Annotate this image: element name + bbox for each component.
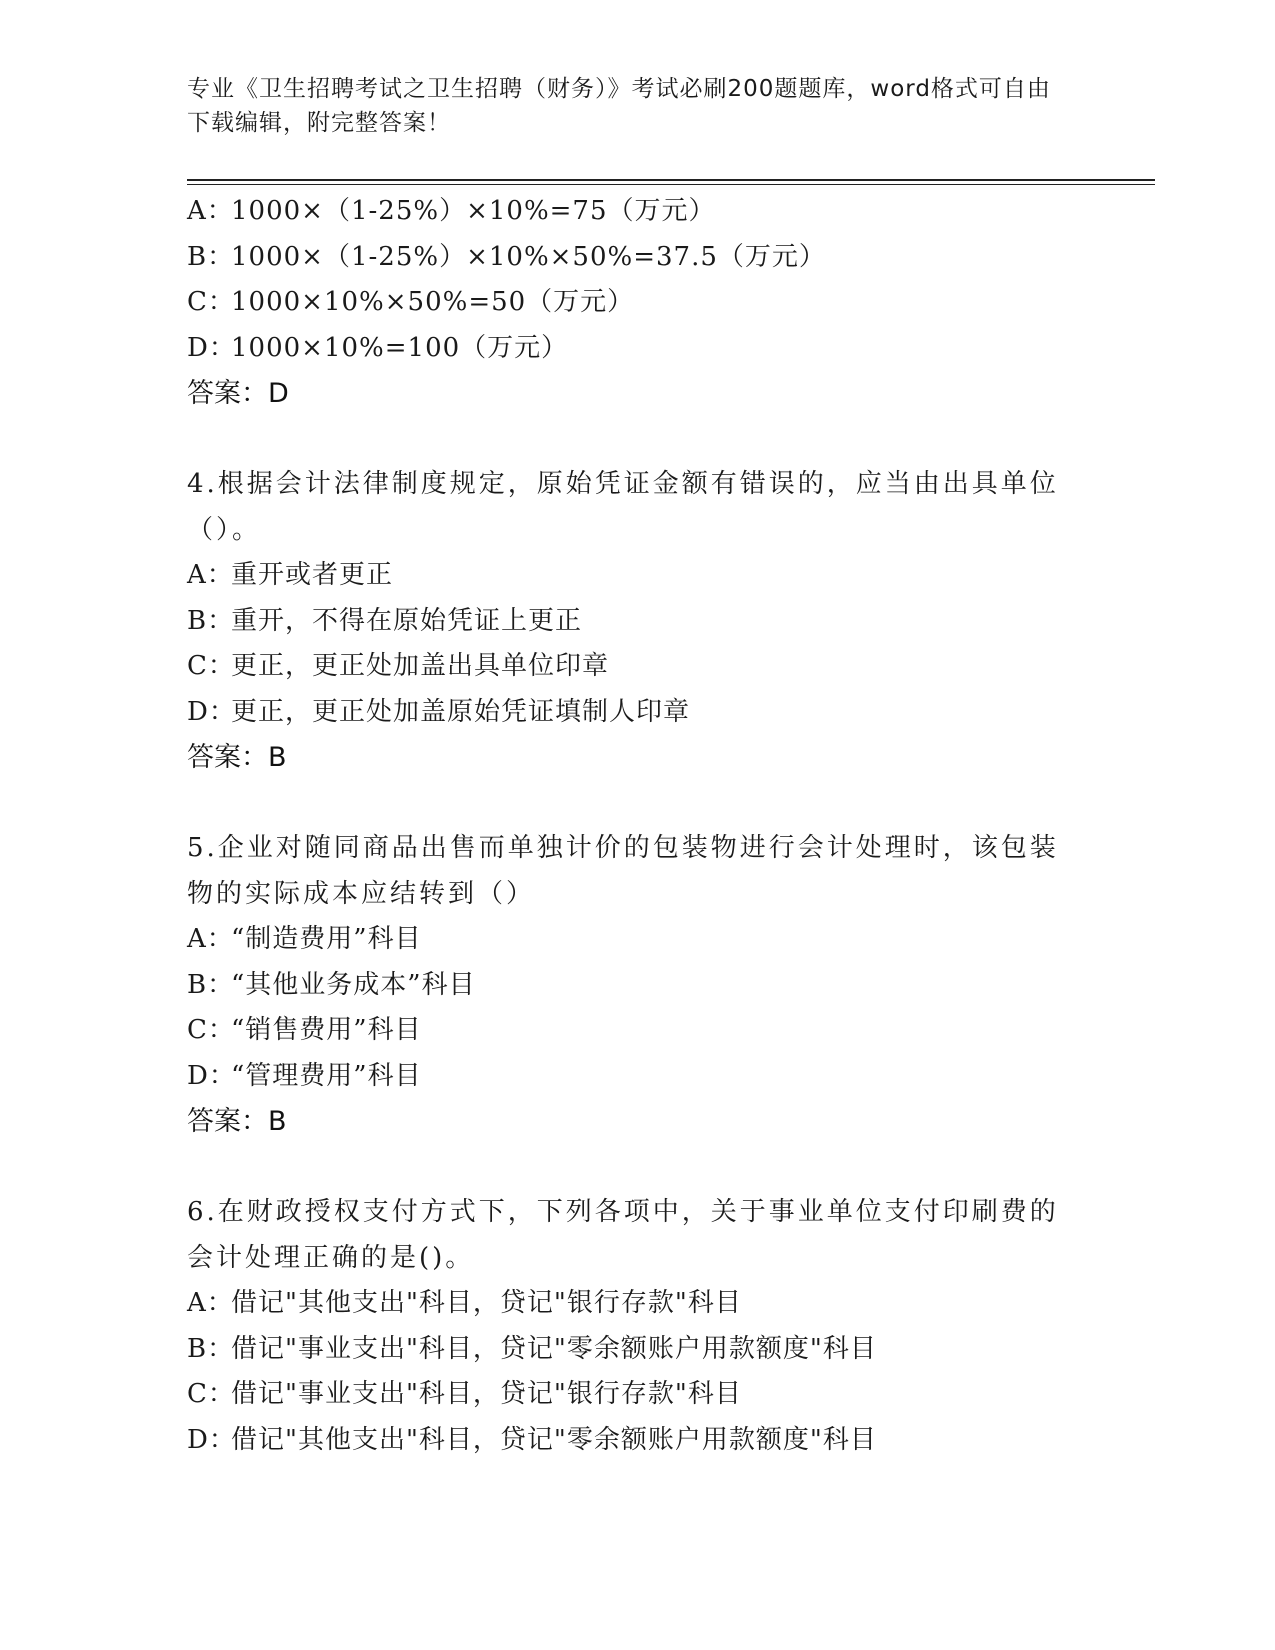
option-label: B： bbox=[187, 969, 235, 1000]
question-6 bbox=[187, 1190, 1067, 1463]
header-divider-thick bbox=[187, 179, 1155, 181]
spacer bbox=[187, 1145, 1067, 1191]
question-list bbox=[187, 189, 1067, 1463]
option-label: A： bbox=[187, 924, 234, 954]
option-a bbox=[187, 553, 1067, 599]
option-text: 重开或者更正 bbox=[231, 560, 394, 590]
spacer bbox=[187, 781, 1067, 827]
option-c bbox=[187, 1008, 1067, 1054]
option-text: 借记"事业支出"科目，贷记"银行存款"科目 bbox=[231, 1379, 742, 1409]
option-label: D： bbox=[187, 696, 236, 727]
spacer bbox=[187, 417, 1067, 463]
option-text: “销售费用”科目 bbox=[231, 1015, 422, 1045]
document-header-title: 专业《卫生招聘考试之卫生招聘（财务）》考试必刷200题题库，word格式可自由下载编辑，附完整答案！ bbox=[187, 76, 1051, 136]
option-d bbox=[187, 690, 1067, 736]
option-text: 借记"其他支出"科目，贷记"银行存款"科目 bbox=[231, 1288, 742, 1318]
option-label: D： bbox=[187, 332, 236, 363]
option-d bbox=[187, 1054, 1067, 1100]
answer-line: 答案：B bbox=[187, 1106, 287, 1137]
option-text: 1000×（1-25%）×10%×50%=37.5（万元） bbox=[231, 241, 826, 272]
option-b bbox=[187, 599, 1067, 645]
option-c bbox=[187, 280, 1067, 326]
option-c bbox=[187, 644, 1067, 690]
option-label: D： bbox=[187, 1424, 236, 1455]
question-5 bbox=[187, 826, 1067, 1145]
option-a bbox=[187, 917, 1067, 963]
option-text: “管理费用”科目 bbox=[231, 1060, 422, 1091]
option-label: A： bbox=[187, 1288, 234, 1318]
option-d bbox=[187, 326, 1067, 372]
option-b bbox=[187, 963, 1067, 1009]
option-text: “制造费用”科目 bbox=[231, 924, 422, 954]
option-label: B： bbox=[187, 605, 235, 636]
question-stem: 5.企业对随同商品出售而单独计价的包装物进行会计处理时，该包装物的实际成本应结转到（） bbox=[187, 833, 1059, 909]
option-text: 借记"事业支出"科目，贷记"零余额账户用款额度"科目 bbox=[231, 1333, 877, 1364]
option-b bbox=[187, 235, 1067, 281]
option-label: A： bbox=[187, 560, 234, 590]
option-d bbox=[187, 1418, 1067, 1464]
option-text: 1000×（1-25%）×10%=75（万元） bbox=[231, 196, 716, 226]
option-label: B： bbox=[187, 241, 235, 272]
question-stem: 4.根据会计法律制度规定，原始凭证金额有错误的，应当由出具单位（）。 bbox=[187, 469, 1059, 545]
option-text: “其他业务成本”科目 bbox=[231, 969, 476, 1000]
option-label: A： bbox=[187, 196, 234, 226]
option-label: C： bbox=[187, 1015, 235, 1045]
option-text: 更正，更正处加盖原始凭证填制人印章 bbox=[231, 696, 691, 727]
option-text: 更正，更正处加盖出具单位印章 bbox=[231, 651, 610, 681]
option-text: 1000×10%×50%=50（万元） bbox=[231, 287, 635, 317]
question-3 bbox=[187, 189, 1067, 417]
option-text: 1000×10%=100（万元） bbox=[231, 332, 569, 363]
option-text: 借记"其他支出"科目，贷记"零余额账户用款额度"科目 bbox=[231, 1424, 877, 1455]
option-a bbox=[187, 1281, 1067, 1327]
option-text: 重开，不得在原始凭证上更正 bbox=[231, 605, 583, 636]
question-4 bbox=[187, 462, 1067, 781]
option-label: D： bbox=[187, 1060, 236, 1091]
option-b bbox=[187, 1327, 1067, 1373]
option-c bbox=[187, 1372, 1067, 1418]
answer-line: 答案：D bbox=[187, 378, 289, 409]
option-label: C： bbox=[187, 287, 235, 317]
option-label: B： bbox=[187, 1333, 235, 1364]
option-label: C： bbox=[187, 1379, 235, 1409]
option-label: C： bbox=[187, 651, 235, 681]
header-divider-thin bbox=[187, 184, 1155, 185]
answer-line: 答案：B bbox=[187, 742, 287, 773]
option-a bbox=[187, 189, 1067, 235]
question-stem: 6.在财政授权支付方式下，下列各项中，关于事业单位支付印刷费的会计处理正确的是()。 bbox=[187, 1197, 1059, 1273]
